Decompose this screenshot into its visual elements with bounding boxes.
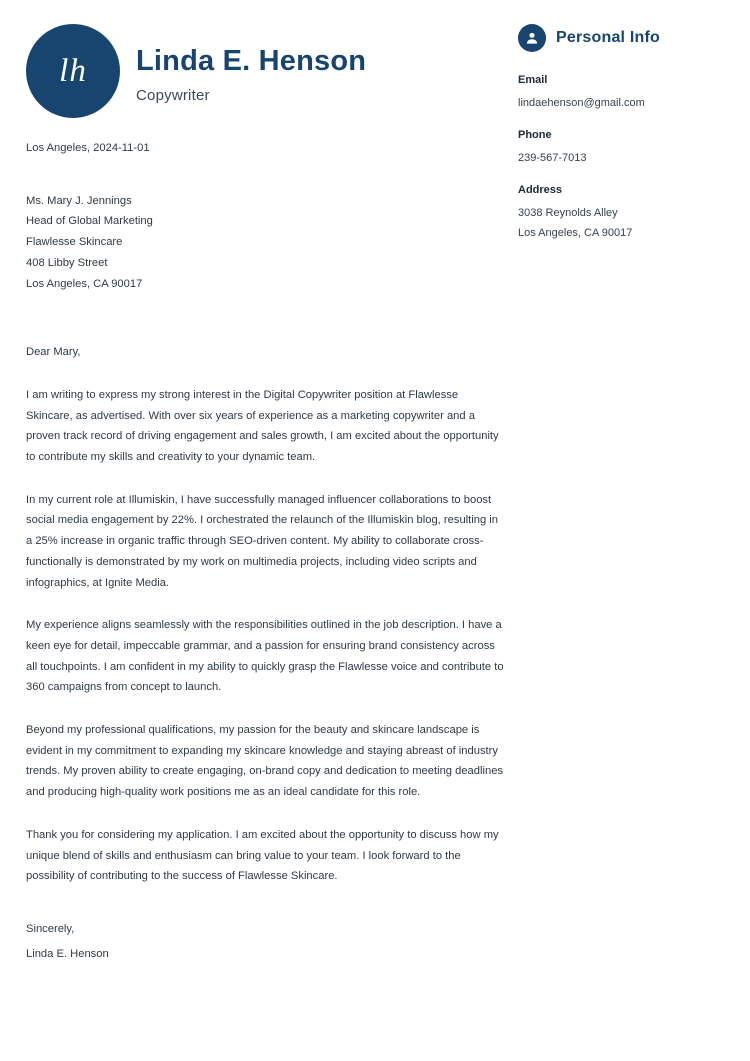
monogram-initials: lh: [59, 52, 87, 89]
info-label: Address: [518, 184, 563, 196]
letter-paragraph: Thank you for considering my application. I am excited about the opportunity to discuss how my unique blend of skills and enthusiasm can bring value to your team. I look forward to the possibility of contributing to the success of Flawlesse Skincare.: [26, 828, 499, 883]
personal-info-sidebar: [518, 24, 728, 259]
name-block: [136, 46, 466, 104]
salutation: Dear Mary,: [26, 346, 81, 359]
phone-value[interactable]: 239-567-7013: [518, 152, 587, 164]
address-line: Los Angeles, CA 90017: [518, 227, 633, 239]
letter-paragraph: In my current role at Illumiskin, I have successfully managed influencer collaborations to boost social media engagement by 22%. I orchestrated the relaunch of the Illumiskin blog, resulting in a 25% increase in organic traffic through SEO-driven content. My ability to collaborate cross-functionally is demonstrated by my work on multimedia projects, including video scripts and infographics, at Ignite Media.: [26, 493, 499, 589]
info-group-address: [518, 184, 728, 243]
recipient-line: Ms. Mary J. Jennings: [26, 194, 132, 207]
letter-header: [26, 24, 466, 122]
letter-body: [26, 138, 504, 964]
signoff-block: [26, 919, 504, 964]
job-title: Copywriter: [136, 86, 210, 104]
sidebar-title: Personal Info: [556, 29, 660, 46]
recipient-line: Head of Global Marketing: [26, 215, 153, 228]
email-value[interactable]: lindaehenson@gmail.com: [518, 97, 645, 109]
address-line: 3038 Reynolds Alley: [518, 207, 618, 219]
signature-name: Linda E. Henson: [26, 947, 109, 960]
recipient-line: Flawlesse Skincare: [26, 236, 123, 249]
recipient-line: Los Angeles, CA 90017: [26, 277, 143, 290]
date-line: Los Angeles, 2024-11-01: [26, 142, 150, 154]
recipient-block: [26, 191, 504, 295]
letter-paragraph: I am writing to express my strong interest in the Digital Copywriter position at Flawlesse Skincare, as advertised. With over six years of experience as a marketing copywriter and a proven track record of driving engagement and sales growth, I am excited about the opportunity to contribute my skills and creativity to your dynamic team.: [26, 388, 499, 464]
recipient-line: 408 Libby Street: [26, 256, 108, 269]
info-group-email: [518, 74, 728, 113]
letter-paragraph: My experience aligns seamlessly with the responsibilities outlined in the job description. I have a keen eye for detail, impeccable grammar, and a passion for ensuring brand consistency across all touchpoints. I am confident in my ability to quickly grasp the Flawlesse voice and contribute to 360 campaigns from concept to launch.: [26, 619, 504, 694]
person-circle-icon: [518, 24, 546, 52]
monogram-avatar: [26, 24, 120, 118]
info-label: Phone: [518, 129, 552, 141]
info-group-phone: [518, 129, 728, 168]
info-label: Email: [518, 74, 548, 86]
closing-line: Sincerely,: [26, 922, 75, 935]
letter-paragraph: Beyond my professional qualifications, my passion for the beauty and skincare landscape is evident in my commitment to expanding my skincare knowledge and staying abreast of industry trends. My proven ability to create engaging, on-brand copy and dedication to meeting deadlines and producing high-quality work positions me as an ideal candidate for this role.: [26, 724, 504, 799]
page-title: Linda E. Henson: [136, 45, 367, 77]
sidebar-heading: [518, 24, 728, 52]
